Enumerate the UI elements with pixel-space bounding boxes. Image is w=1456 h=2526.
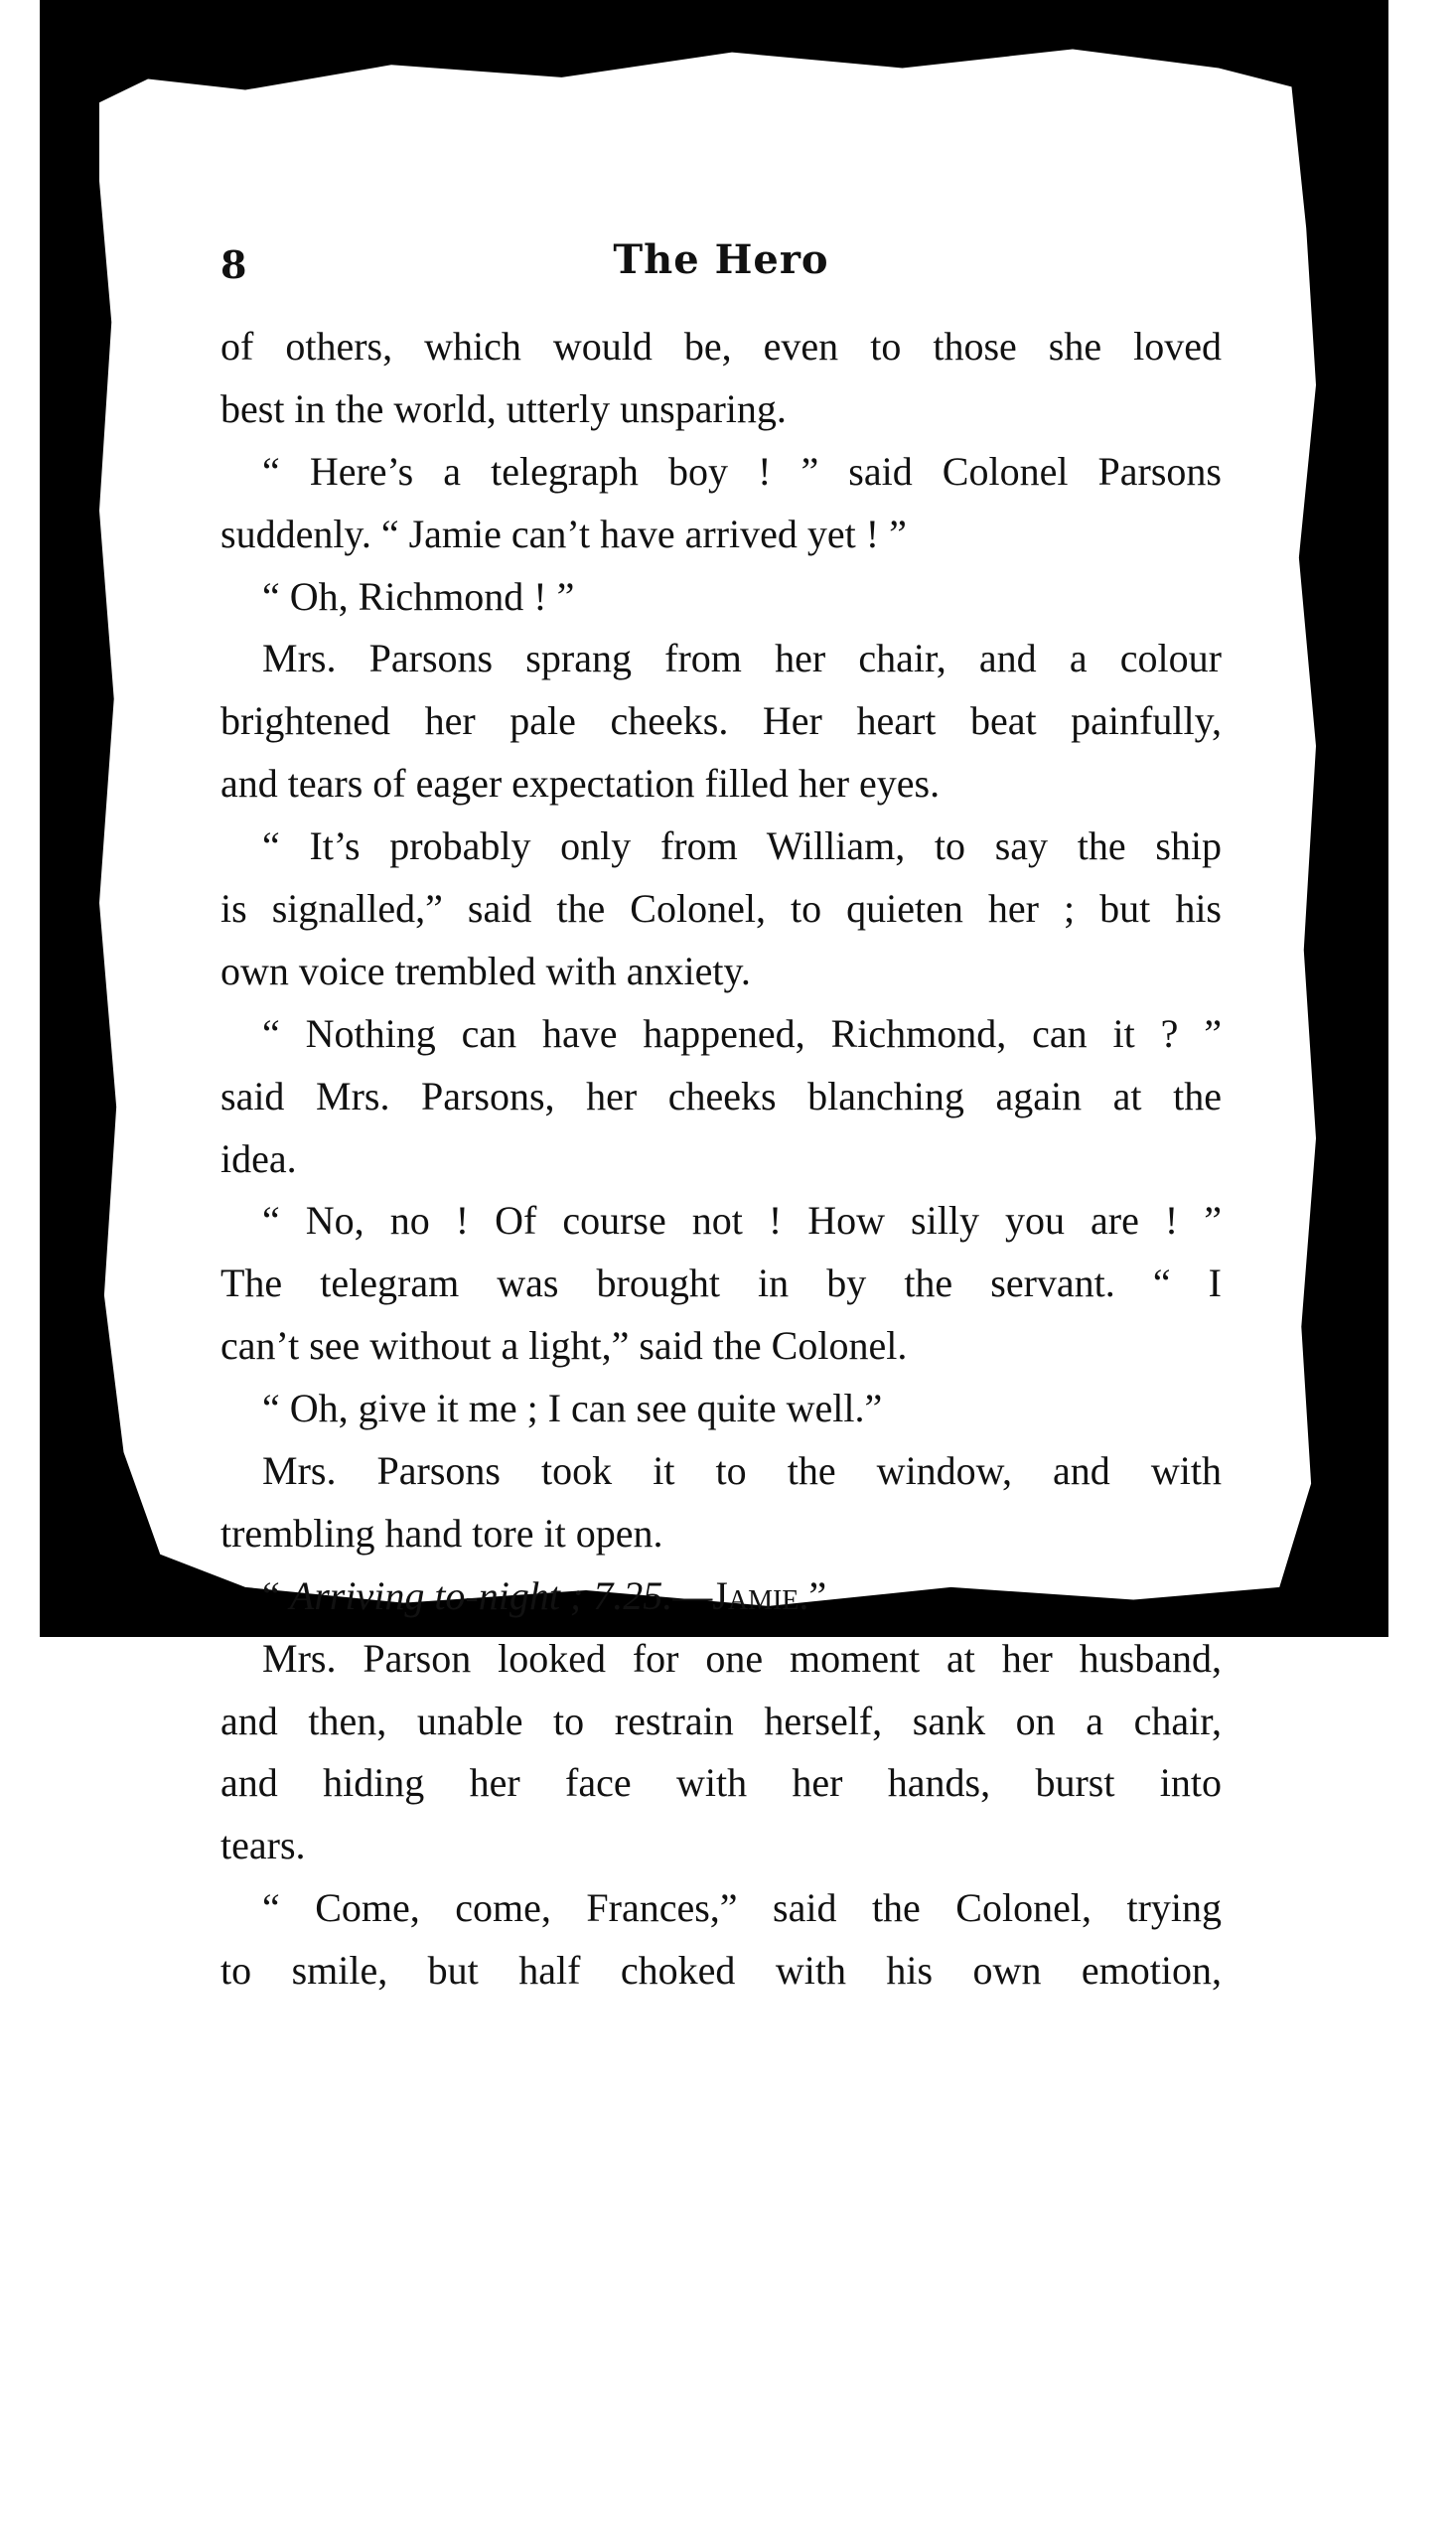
text-line: “ It’s probably only from William, to say the ship [262, 823, 1222, 869]
running-title: The Hero [613, 236, 829, 283]
text-line: can’t see without a light,” said the Colonel. [220, 1323, 908, 1369]
text-line: The telegram was brought in by the servant. “ I [220, 1261, 1222, 1306]
text-line: “ Nothing can have happened, Richmond, can it ? ” [262, 1010, 1222, 1056]
telegram-line [220, 1565, 1222, 1628]
text-line: suddenly. “ Jamie can’t have arrived yet ! ” [220, 511, 907, 556]
text-line: to smile, but half choked with his own emotion, [220, 1948, 1222, 1994]
text-line: “ Here’s a telegraph boy ! ” said Colonel Parsons [262, 448, 1222, 494]
text-line: best in the world, utterly unsparing. [220, 385, 787, 431]
text-line: trembling hand tore it open. [220, 1510, 663, 1556]
text-line: is signalled,” said the Colonel, to quieten her ; but his [220, 886, 1222, 932]
text-line: “ Come, come, Frances,” said the Colonel, trying [262, 1885, 1222, 1931]
text-line: and tears of eager expectation filled her eyes. [220, 761, 941, 807]
text-line: idea. [220, 1135, 297, 1181]
text-line: of others, which would be, even to those she loved [220, 324, 1222, 369]
quote-close: .” [799, 1572, 827, 1618]
text-line: Mrs. Parsons took it to the window, and with [262, 1448, 1222, 1494]
page-header [220, 236, 1222, 296]
text-line: Mrs. Parson looked for one moment at her husband, [262, 1635, 1222, 1681]
quote-open: “ [262, 1572, 290, 1618]
text-line: brightened her pale cheeks. Her heart beat painfully, [220, 698, 1222, 744]
text-line: “ Oh, Richmond ! ” [262, 573, 575, 619]
page-number: 8 [220, 242, 247, 287]
text-line: Mrs. Parsons sprang from her chair, and a colour [262, 636, 1222, 681]
text-line: “ No, no ! Of course not ! How silly you are ! ” [262, 1198, 1222, 1244]
body-text [220, 316, 1222, 2003]
dash: — [672, 1572, 713, 1618]
telegram-signature: Jamie [712, 1572, 800, 1618]
text-line: own voice trembled with anxiety. [220, 948, 751, 993]
telegram-text: Arriving to-night ; 7.25. [289, 1572, 673, 1618]
text-line: and then, unable to restrain herself, sank on a chair, [220, 1698, 1222, 1743]
text-line: “ Oh, give it me ; I can see quite well.” [262, 1386, 883, 1431]
text-line: said Mrs. Parsons, her cheeks blanching again at the [220, 1073, 1222, 1118]
text-line: tears. [220, 1823, 306, 1868]
text-line: and hiding her face with her hands, burst into [220, 1760, 1222, 1806]
